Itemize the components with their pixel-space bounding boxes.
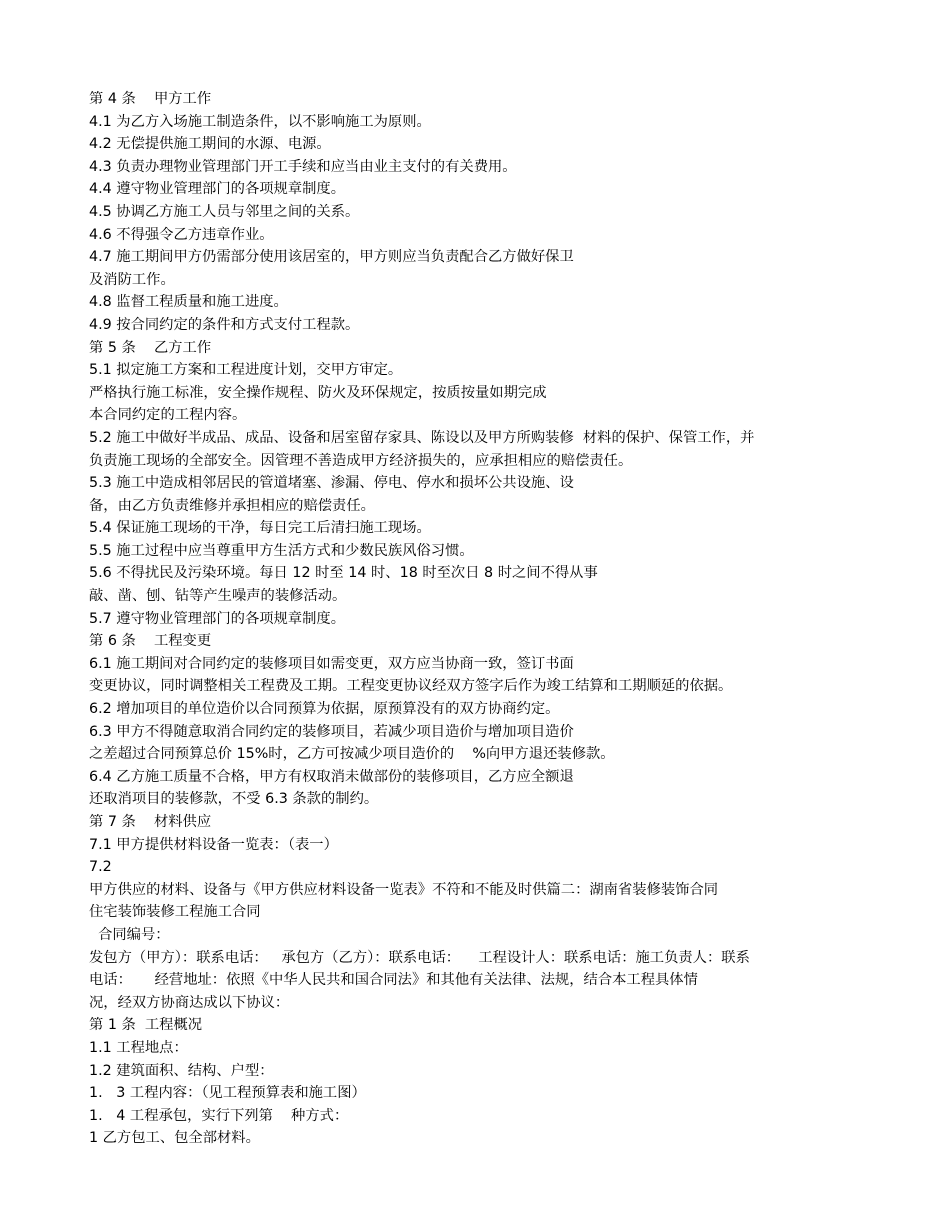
clause-7-1: 7.1 甲方提供材料设备一览表：（表一） xyxy=(89,836,338,853)
clause-1-1: 1.1 工程地点： xyxy=(89,1039,188,1056)
clause-6-2: 6.2 增加项目的单位造价以合同预算为依据，原预算没有的双方协商约定。 xyxy=(89,701,560,718)
clause-4-1: 4.1 为乙方入场施工制造条件，以不影响施工为原则。 xyxy=(89,113,431,130)
clause-1-4: 1. 4 工程承包，实行下列第 种方式： xyxy=(89,1107,349,1124)
clause-6-4-cont: 还取消项目的装修款，不受 6.3 条款的制约。 xyxy=(89,791,379,808)
clause-6-3-cont: 之差超过合同预算总价 15%时，乙方可按减少项目造价的 %向甲方退还装修款。 xyxy=(89,746,615,763)
clause-5-2-cont: 负责施工现场的全部安全。因管理不善造成甲方经济损失的，应承担相应的赔偿责任。 xyxy=(89,452,633,469)
clause-6-3: 6.3 甲方不得随意取消合同约定的装修项目，若减少项目造价与增加项目造价 xyxy=(89,723,574,740)
heading-article-6: 第 6 条 工程变更 xyxy=(89,633,212,650)
clause-4-5: 4.5 协调乙方施工人员与邻里之间的关系。 xyxy=(89,203,360,220)
clause-6-1-cont: 变更协议，同时调整相关工程费及工期。工程变更协议经双方签字后作为竣工结算和工期顺延的依据。 xyxy=(89,678,733,695)
clause-7-2: 7.2 xyxy=(89,859,112,876)
clause-5-7: 5.7 遵守物业管理部门的各项规章制度。 xyxy=(89,610,346,627)
clause-1-4-option-1: 1 乙方包工、包全部材料。 xyxy=(89,1130,260,1147)
clause-1-3: 1. 3 工程内容：（见工程预算表和施工图） xyxy=(89,1085,366,1102)
document-body xyxy=(89,88,864,1150)
clause-5-1-cont-2: 本合同约定的工程内容。 xyxy=(89,407,247,424)
heading-article-4: 第 4 条 甲方工作 xyxy=(89,91,212,107)
parties-line-cont: 电话： 经营地址：依照《中华人民共和国合同法》和其他有关法律、法规，结合本工程具体情 xyxy=(89,972,698,989)
heading-article-5: 第 5 条 乙方工作 xyxy=(89,339,212,356)
heading-article-1: 第 1 条 工程概况 xyxy=(89,1017,203,1034)
clause-4-7: 4.7 施工期间甲方仍需部分使用该居室的，甲方则应当负责配合乙方做好保卫 xyxy=(89,249,574,266)
clause-5-1-cont: 严格执行施工标准，安全操作规程、防火及环保规定，按质按量如期完成 xyxy=(89,384,547,401)
clause-5-1: 5.1 拟定施工方案和工程进度计划，交甲方审定。 xyxy=(89,362,403,379)
clause-4-4: 4.4 遵守物业管理部门的各项规章制度。 xyxy=(89,181,346,198)
contract-number-label: 合同编号： xyxy=(89,926,170,943)
clause-5-3-cont: 备，由乙方负责维修并承担相应的赔偿责任。 xyxy=(89,497,375,514)
parties-line: 发包方（甲方）：联系电话： 承包方（乙方）：联系电话： 工程设计人：联系电话：施工负责人：联系 xyxy=(89,949,750,966)
clause-5-5: 5.5 施工过程中应当尊重甲方生活方式和少数民族风俗习惯。 xyxy=(89,542,474,559)
clause-4-7-cont: 及消防工作。 xyxy=(89,271,175,288)
clause-5-6-cont: 敲、凿、刨、钻等产生噪声的装修活动。 xyxy=(89,588,347,605)
clause-5-3: 5.3 施工中造成相邻居民的管道堵塞、渗漏、停电、停水和损坏公共设施、设 xyxy=(89,475,574,492)
clause-4-9: 4.9 按合同约定的条件和方式支付工程款。 xyxy=(89,316,360,333)
clause-5-2: 5.2 施工中做好半成品、成品、设备和居室留存家具、陈设以及甲方所购装修 材料的保护、保管工作，并 xyxy=(89,429,755,446)
agreement-intro: 况，经双方协商达成以下协议： xyxy=(89,994,290,1011)
clause-4-6: 4.6 不得强令乙方违章作业。 xyxy=(89,226,274,243)
clause-6-1: 6.1 施工期间对合同约定的装修项目如需变更，双方应当协商一致，签订书面 xyxy=(89,655,574,672)
clause-4-8: 4.8 监督工程质量和施工进度。 xyxy=(89,294,288,311)
clause-4-3: 4.3 负责办理物业管理部门开工手续和应当由业主支付的有关费用。 xyxy=(89,158,517,175)
clause-6-4: 6.4 乙方施工质量不合格，甲方有权取消未做部份的装修项目，乙方应全额退 xyxy=(89,768,574,785)
heading-article-7: 第 7 条 材料供应 xyxy=(89,814,212,830)
clause-5-4: 5.4 保证施工现场的干净，每日完工后清扫施工现场。 xyxy=(89,520,431,537)
contract-title: 住宅装饰装修工程施工合同 xyxy=(89,904,261,921)
clause-1-2: 1.2 建筑面积、结构、户型： xyxy=(89,1062,274,1079)
clause-5-6: 5.6 不得扰民及污染环境。每日 12 时至 14 时、18 时至次日 8 时之间不得从事 xyxy=(89,565,598,582)
clause-7-2-cont: 甲方供应的材料、设备与《甲方供应材料设备一览表》不符和不能及时供篇二：湖南省装修装饰合同 xyxy=(89,881,719,898)
clause-4-2: 4.2 无偿提供施工期间的水源、电源。 xyxy=(89,136,331,153)
